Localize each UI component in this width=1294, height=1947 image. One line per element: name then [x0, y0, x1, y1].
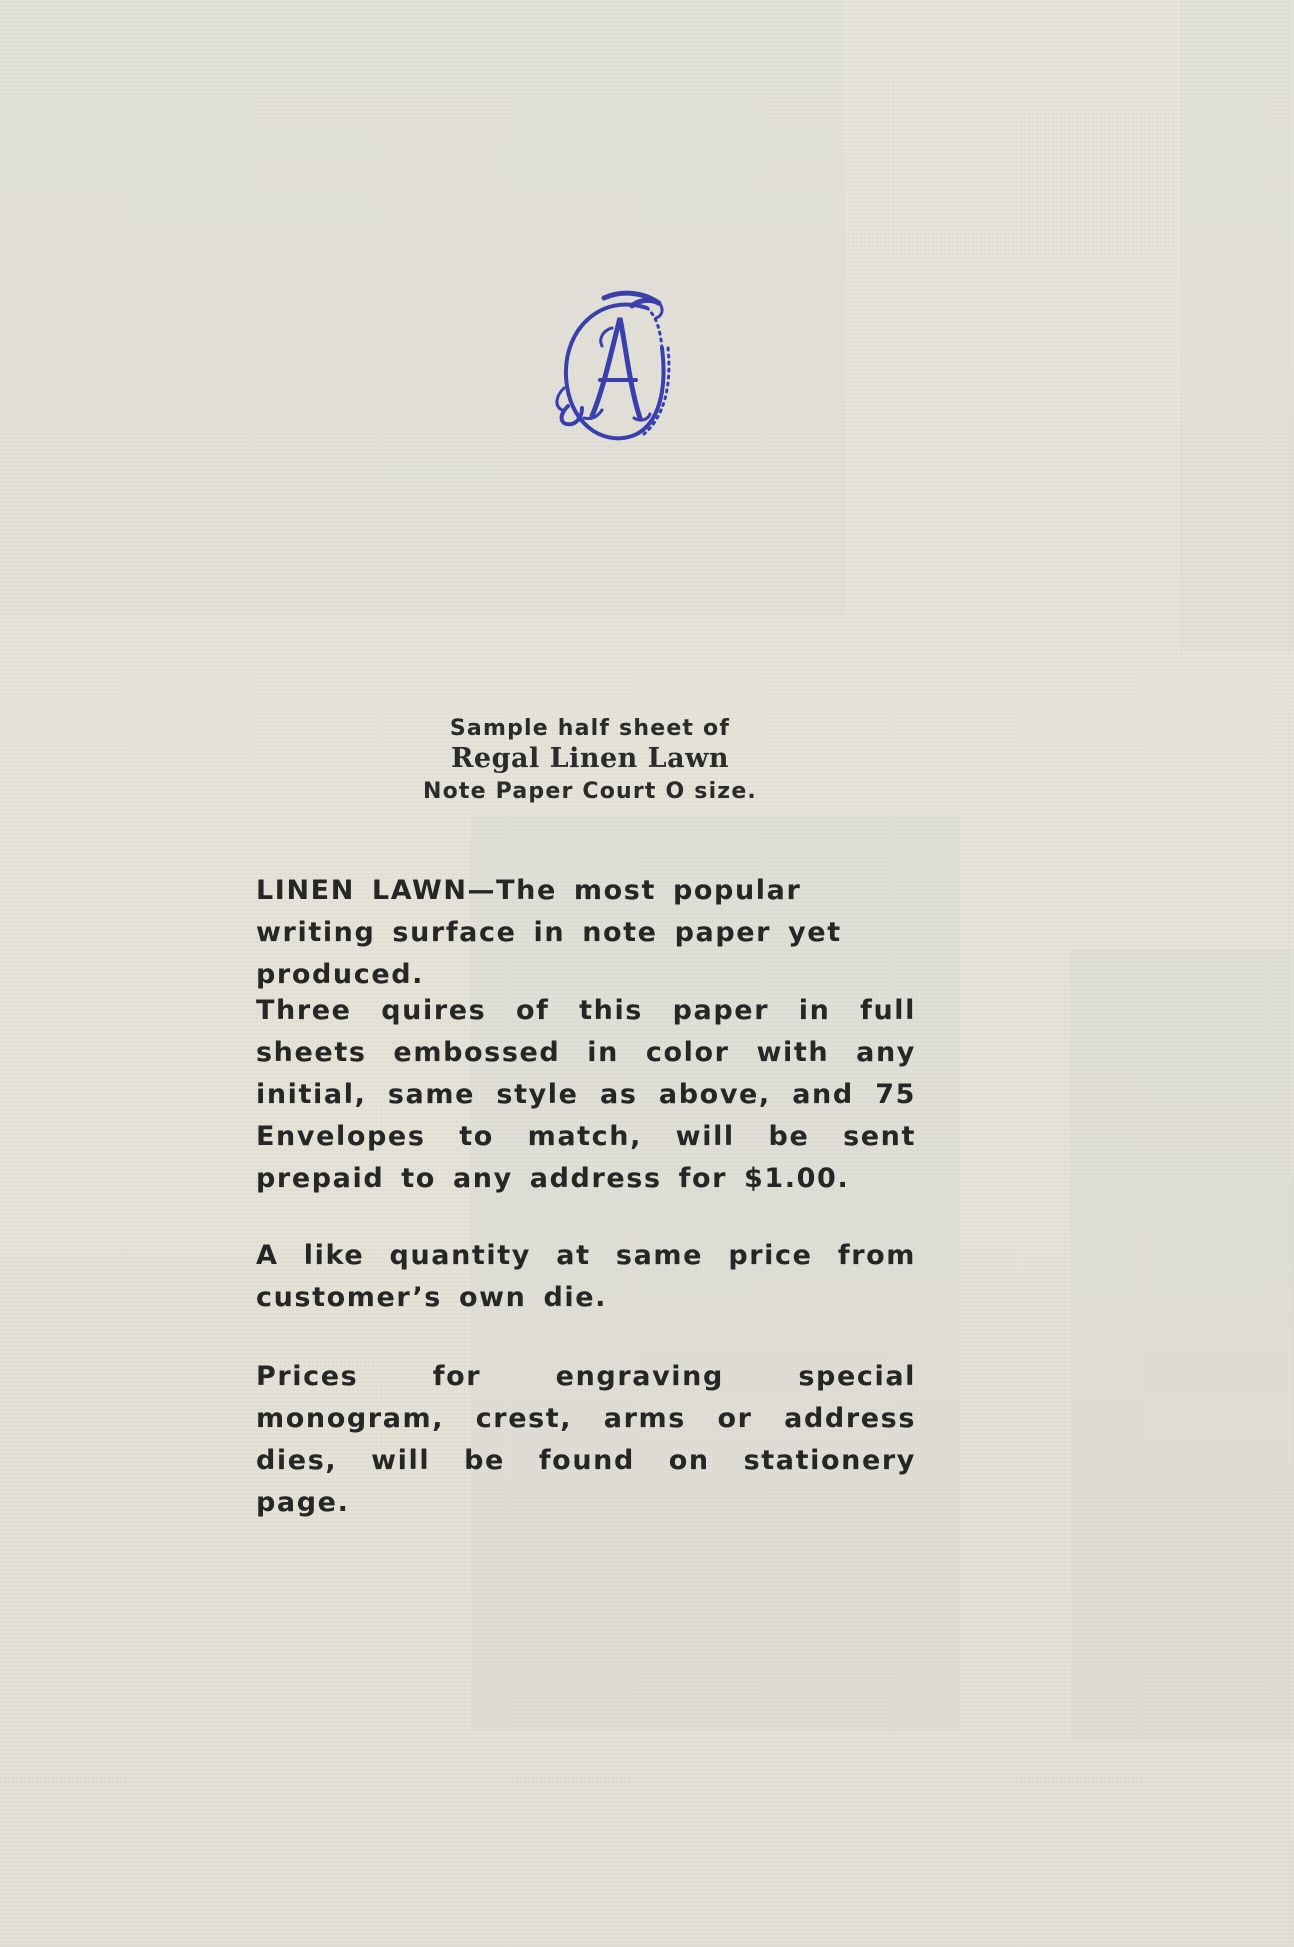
caption-product-name: Regal Linen Lawn	[450, 743, 730, 774]
show-through-shadow	[1180, 0, 1294, 650]
paragraph-customer-die: A like quantity at same price from customer’s own die.	[256, 1240, 916, 1313]
show-through-shadow	[1070, 950, 1294, 1740]
paragraph-engraving-prices: Prices for engraving special monogram, crest, arms or address dies, will be found on stationery page.	[256, 1361, 916, 1518]
caption-line-3: Note Paper Court O size.	[422, 779, 757, 804]
paragraph-offer: Three quires of this paper in full sheets embossed in color with any initial, same style as above, and 75 Envelopes to match, will be sent prepaid to any address for $1.00.	[256, 995, 916, 1194]
caption-line-1: Sample half sheet of	[449, 716, 731, 741]
paragraph-intro: LINEN LAWN—The most popular writing surface in note paper yet produced.	[256, 875, 842, 990]
show-through-shadow	[0, 0, 845, 615]
monogram-emblem	[552, 288, 682, 453]
